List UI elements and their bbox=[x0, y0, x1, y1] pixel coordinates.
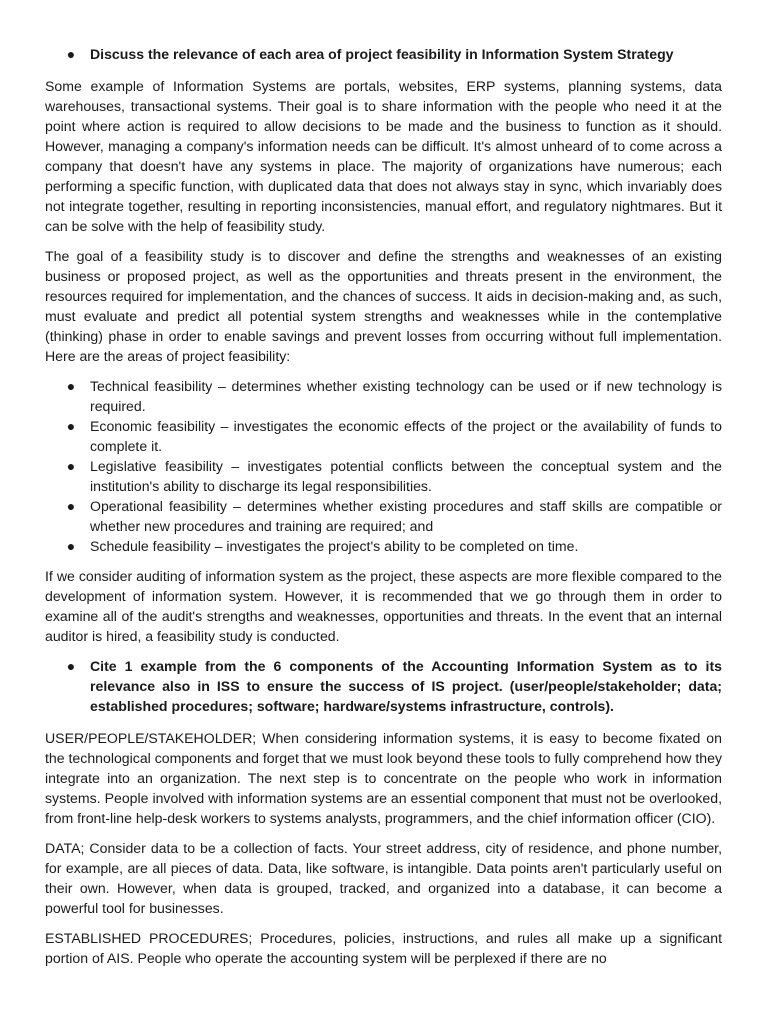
heading1-list bbox=[45, 44, 722, 64]
section-heading-ais-components bbox=[45, 656, 722, 716]
list-item-text: Economic feasibility – investigates the economic effects of the project or the availability of funds to complete it. bbox=[90, 418, 722, 454]
bullet-icon: ● bbox=[66, 498, 76, 514]
list-item-text: Legislative feasibility – investigates potential conflicts between the conceptual system and the institution's ability to discharge its legal responsibilities. bbox=[90, 458, 722, 494]
feasibility-areas-list bbox=[45, 376, 722, 556]
paragraph-data: DATA; Consider data to be a collection of facts. Your street address, city of residence, and phone number, for example, are all pieces of data. Data, like software, is intangible. Data points aren't particularly useful on their own. However, when data is grouped, tracked, and organized into a database, it can become a powerful tool for businesses. bbox=[45, 840, 722, 916]
section-heading-feasibility bbox=[45, 44, 722, 64]
heading2-text: Cite 1 example from the 6 components of the Accounting Information System as to its relevance also in ISS to ensure the success of IS project. (user/people/stakeholder; data; established procedures; software; hardware/systems infrastructure, controls). bbox=[90, 658, 722, 714]
list-item-text: Operational feasibility – determines whether existing procedures and staff skills are compatible or whether new procedures and training are required; and bbox=[90, 498, 722, 534]
bullet-icon: ● bbox=[66, 46, 76, 62]
list-item-technical bbox=[45, 376, 722, 416]
bullet-icon: ● bbox=[66, 658, 76, 674]
bullet-icon: ● bbox=[66, 418, 76, 434]
bullet-icon: ● bbox=[66, 538, 76, 554]
paragraph-auditing: If we consider auditing of information system as the project, these aspects are more flexible compared to the development of information system. However, it is recommended that we go through them in order to examine all of the audit's strengths and weaknesses, opportunities and threats. In the event that an internal auditor is hired, a feasibility study is conducted. bbox=[45, 568, 722, 644]
heading1-text: Discuss the relevance of each area of project feasibility in Information System Strategy bbox=[90, 46, 674, 62]
list-item-text: Technical feasibility – determines whether existing technology can be used or if new technology is required. bbox=[90, 378, 722, 414]
bullet-icon: ● bbox=[66, 458, 76, 474]
list-item-legislative bbox=[45, 456, 722, 496]
list-item-economic bbox=[45, 416, 722, 456]
paragraph-feasibility-goal: The goal of a feasibility study is to discover and define the strengths and weaknesses of an existing business or proposed project, as well as the opportunities and threats present in the environment, the resources required for implementation, and the chances of success. It aids in decision-making and, as such, must evaluate and predict all potential system strengths and weaknesses while in the contemplative (thinking) phase in order to enable savings and prevent losses from occurring without full implementation. Here are the areas of project feasibility: bbox=[45, 248, 722, 364]
list-item-text: Schedule feasibility – investigates the project's ability to be completed on time. bbox=[90, 538, 579, 554]
paragraph-user-people: USER/PEOPLE/STAKEHOLDER; When considering information systems, it is easy to become fixated on the technological components and forget that we must look beyond these tools to fully comprehend how they integrate into an organization. The next step is to concentrate on the people who work in information systems. People involved with information systems are an essential component that must not be overlooked, from front-line help-desk workers to systems analysts, programmers, and the chief information officer (CIO). bbox=[45, 730, 722, 826]
list-item-operational bbox=[45, 496, 722, 536]
bullet-icon: ● bbox=[66, 378, 76, 394]
paragraph-information-systems: Some example of Information Systems are portals, websites, ERP systems, planning systems, data warehouses, transactional systems. Their goal is to share information with the people who need it at the point where action is required to allow decisions to be made and the business to function as it should. However, managing a company's information needs can be difficult. It's almost unheard of to come across a company that doesn't have any systems in place. The majority of organizations have numerous; each performing a specific function, with duplicated data that does not always stay in sync, which invariably does not integrate together, resulting in reporting inconsistencies, manual effort, and regulatory nightmares. But it can be solve with the help of feasibility study. bbox=[45, 78, 722, 234]
paragraph-established-procedures: ESTABLISHED PROCEDURES; Procedures, policies, instructions, and rules all make up a significant portion of AIS. People who operate the accounting system will be perplexed if there are no bbox=[45, 930, 722, 966]
list-item-schedule bbox=[45, 536, 722, 556]
heading2-list bbox=[45, 656, 722, 716]
document-page bbox=[45, 44, 722, 978]
